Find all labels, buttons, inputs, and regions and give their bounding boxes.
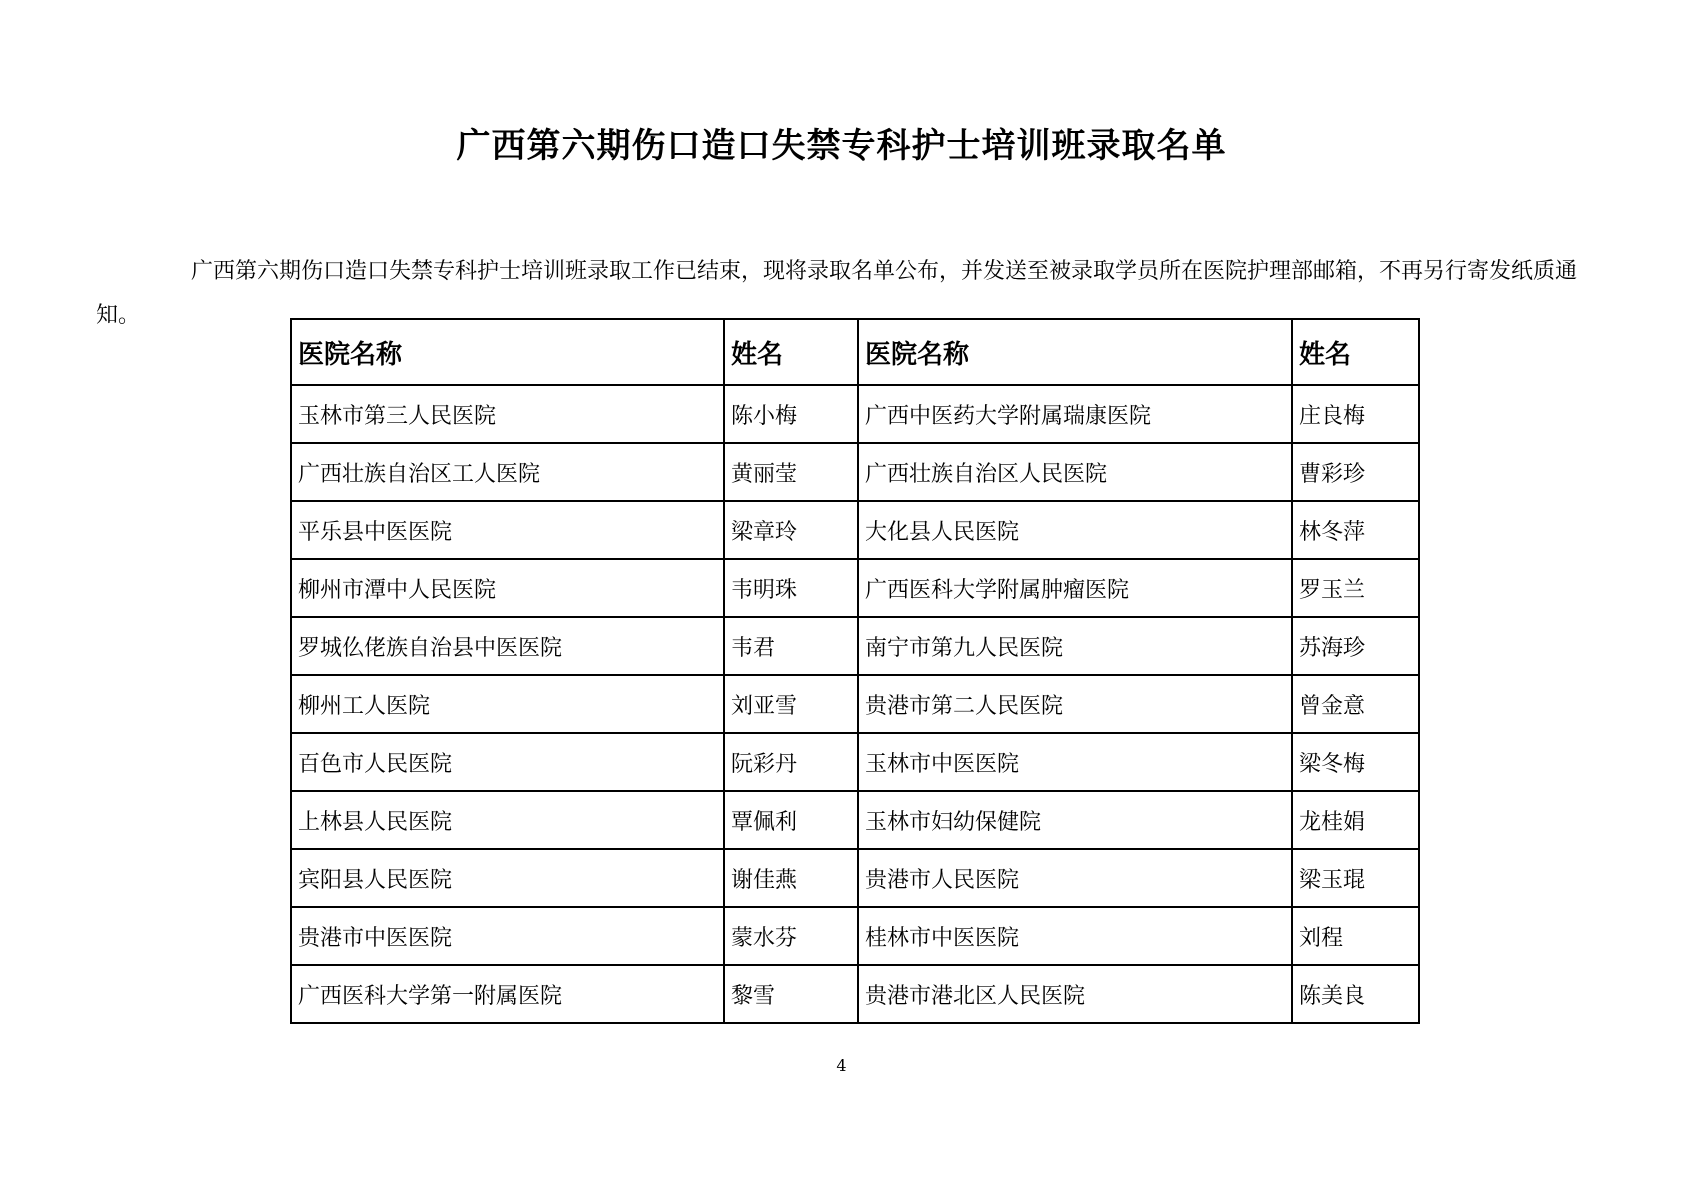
cell-hospital-left: 玉林市第三人民医院 [291,385,724,443]
cell-hospital-right: 贵港市人民医院 [858,849,1292,907]
cell-name-left: 覃佩利 [724,791,858,849]
table-row [291,385,1419,443]
cell-name-right: 罗玉兰 [1292,559,1419,617]
cell-name-right: 庄良梅 [1292,385,1419,443]
table-row [291,443,1419,501]
cell-name-right: 陈美良 [1292,965,1419,1023]
cell-name-right: 林冬萍 [1292,501,1419,559]
cell-hospital-right: 桂林市中医医院 [858,907,1292,965]
cell-hospital-right: 玉林市中医医院 [858,733,1292,791]
cell-hospital-left: 上林县人民医院 [291,791,724,849]
page-number: 4 [836,1056,847,1075]
table-row [291,675,1419,733]
cell-hospital-right: 南宁市第九人民医院 [858,617,1292,675]
table-row [291,733,1419,791]
cell-name-right: 曾金意 [1292,675,1419,733]
header-name-left: 姓名 [724,319,858,385]
cell-hospital-left: 罗城仫佬族自治县中医医院 [291,617,724,675]
cell-hospital-right: 大化县人民医院 [858,501,1292,559]
table-row [291,965,1419,1023]
cell-name-left: 谢佳燕 [724,849,858,907]
cell-name-left: 黄丽莹 [724,443,858,501]
document-title: 广西第六期伤口造口失禁专科护士培训班录取名单 [456,126,1227,166]
table-row [291,559,1419,617]
admission-table [290,318,1420,1024]
cell-hospital-left: 柳州市潭中人民医院 [291,559,724,617]
table-header-row [291,319,1419,385]
cell-hospital-right: 广西壮族自治区人民医院 [858,443,1292,501]
cell-name-right: 苏海珍 [1292,617,1419,675]
cell-hospital-right: 玉林市妇幼保健院 [858,791,1292,849]
cell-name-right: 梁冬梅 [1292,733,1419,791]
header-name-right: 姓名 [1292,319,1419,385]
table-row [291,907,1419,965]
cell-name-left: 刘亚雪 [724,675,858,733]
cell-hospital-right: 贵港市第二人民医院 [858,675,1292,733]
table-row [291,791,1419,849]
cell-hospital-left: 广西医科大学第一附属医院 [291,965,724,1023]
cell-name-right: 刘程 [1292,907,1419,965]
cell-hospital-left: 贵港市中医医院 [291,907,724,965]
cell-name-right: 梁玉琨 [1292,849,1419,907]
table-body [291,385,1419,1023]
table-row [291,501,1419,559]
intro-paragraph: 广西第六期伤口造口失禁专科护士培训班录取工作已结束，现将录取名单公布，并发送至被录取学员所在医院护理部邮箱，不再另行寄发纸质通知。 [96,259,1578,328]
cell-hospital-right: 广西中医药大学附属瑞康医院 [858,385,1292,443]
cell-hospital-left: 柳州工人医院 [291,675,724,733]
cell-name-left: 韦君 [724,617,858,675]
header-hospital-right: 医院名称 [858,319,1292,385]
cell-hospital-left: 百色市人民医院 [291,733,724,791]
cell-name-right: 龙桂娟 [1292,791,1419,849]
cell-hospital-right: 广西医科大学附属肿瘤医院 [858,559,1292,617]
cell-name-left: 梁章玲 [724,501,858,559]
cell-hospital-left: 广西壮族自治区工人医院 [291,443,724,501]
table-row [291,617,1419,675]
cell-name-right: 曹彩珍 [1292,443,1419,501]
cell-name-left: 黎雪 [724,965,858,1023]
cell-name-left: 韦明珠 [724,559,858,617]
cell-hospital-right: 贵港市港北区人民医院 [858,965,1292,1023]
cell-hospital-left: 平乐县中医医院 [291,501,724,559]
cell-hospital-left: 宾阳县人民医院 [291,849,724,907]
cell-name-left: 阮彩丹 [724,733,858,791]
header-hospital-left: 医院名称 [291,319,724,385]
cell-name-left: 蒙水芬 [724,907,858,965]
cell-name-left: 陈小梅 [724,385,858,443]
table-row [291,849,1419,907]
